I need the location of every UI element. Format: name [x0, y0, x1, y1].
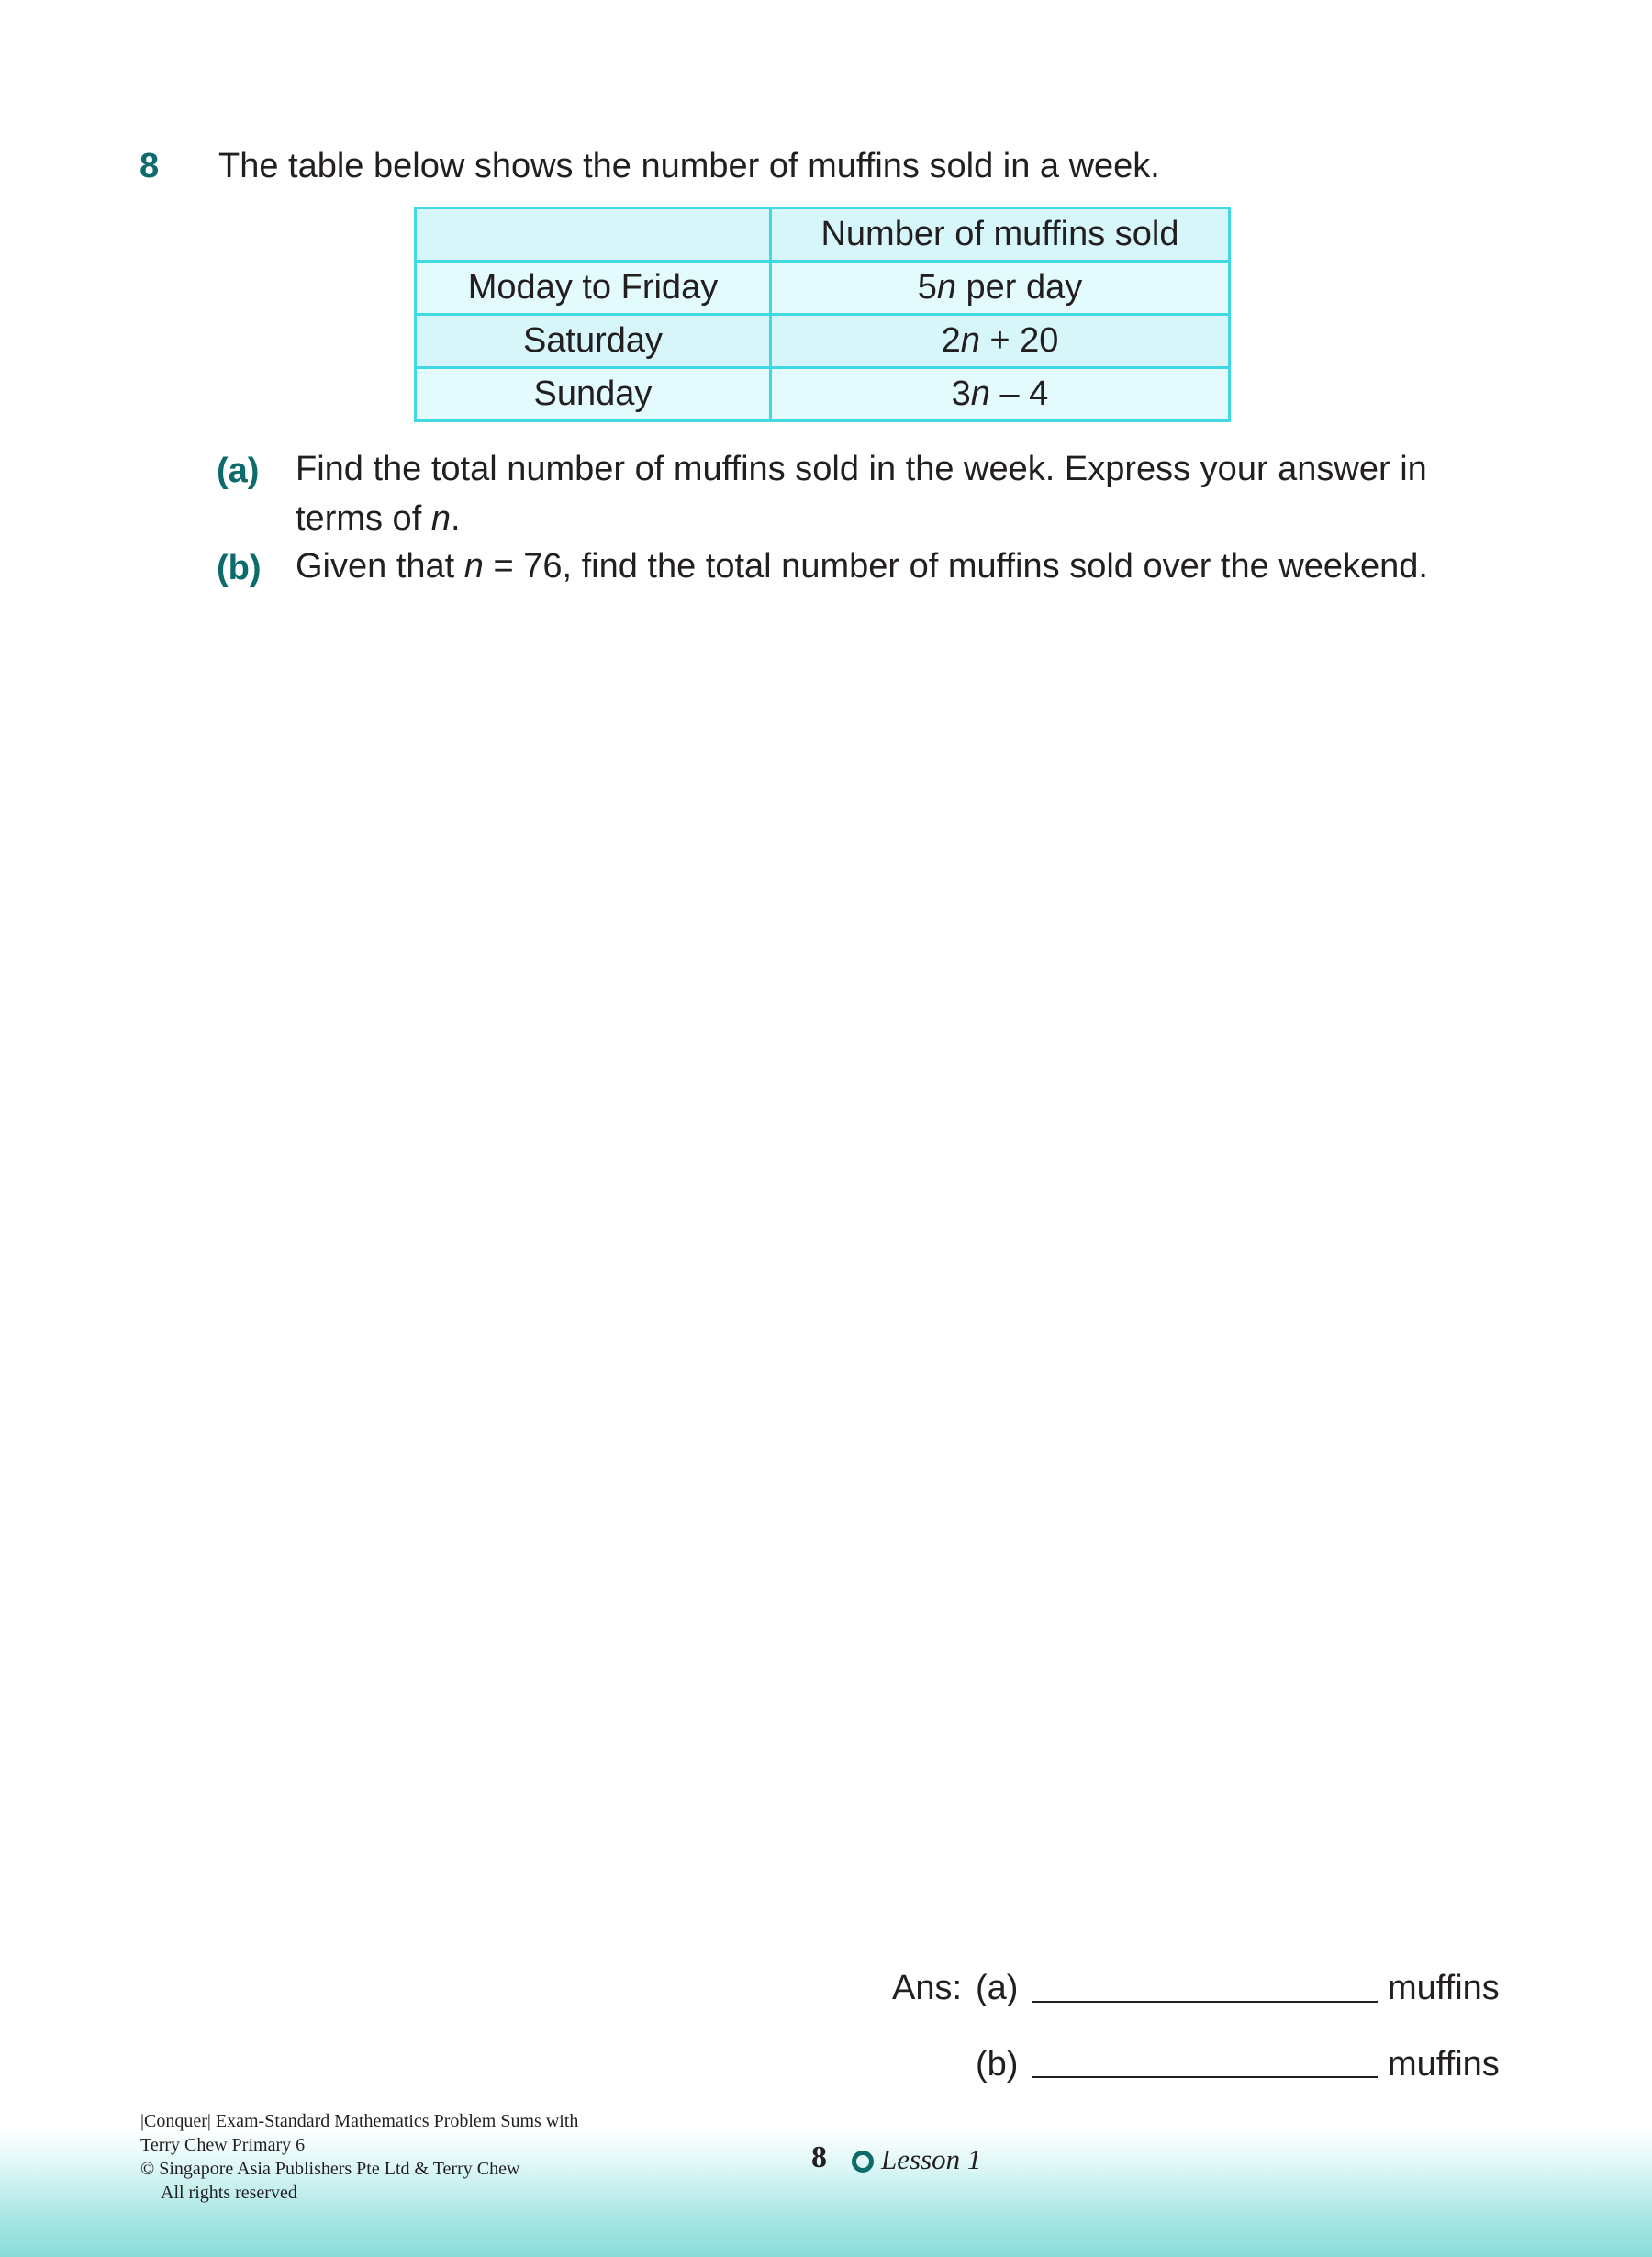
- table-cell-day: Sunday: [416, 368, 771, 421]
- part-b-label: (b): [217, 549, 262, 587]
- question-number: 8: [140, 147, 160, 185]
- table-row: [416, 262, 1230, 315]
- answer-a-line[interactable]: [1032, 2001, 1378, 2003]
- table-cell-day: Saturday: [416, 315, 771, 368]
- lesson-label: Lesson 1: [881, 2143, 982, 2175]
- part-a-label: (a): [217, 452, 260, 490]
- ring-bullet-icon: [852, 2151, 874, 2173]
- table-cell-count: 5n per day: [771, 262, 1230, 315]
- part-a-text: Find the total number of muffins sold in the week. Express your answer in terms of n.: [296, 450, 1427, 538]
- question-intro: The table below shows the number of muffins sold in a week.: [218, 147, 1160, 185]
- part-b-text: Given that n = 76, find the total number of muffins sold over the weekend.: [296, 547, 1428, 586]
- table-header-cell: Number of muffins sold: [771, 208, 1230, 262]
- credit-line: Terry Chew Primary 6: [140, 2135, 306, 2155]
- footer-credits: [140, 2109, 578, 2205]
- table-header-row: [416, 208, 1230, 262]
- answer-b-label: (b): [976, 2045, 1019, 2084]
- table-cell-count: 3n – 4: [771, 368, 1230, 421]
- answer-a-unit: muffins: [1388, 1969, 1500, 2007]
- credit-line: © Singapore Asia Publishers Pte Ltd & Terry Chew: [140, 2159, 520, 2179]
- table-row: [416, 368, 1230, 421]
- credit-line: |Conquer| Exam-Standard Mathematics Problem Sums with: [140, 2111, 579, 2131]
- credit-line: All rights reserved: [161, 2183, 297, 2203]
- table-row: [416, 315, 1230, 368]
- answer-b-unit: muffins: [1388, 2045, 1500, 2084]
- answer-b-line[interactable]: [1032, 2076, 1378, 2078]
- answer-a-label: (a): [976, 1969, 1019, 2007]
- table-cell-count: 2n + 20: [771, 315, 1230, 368]
- page-number: 8: [811, 2140, 827, 2174]
- table-cell-day: Moday to Friday: [416, 262, 771, 315]
- muffins-table: [414, 207, 1231, 422]
- table-header-cell: [416, 208, 771, 262]
- answer-prefix: Ans:: [892, 1969, 963, 2007]
